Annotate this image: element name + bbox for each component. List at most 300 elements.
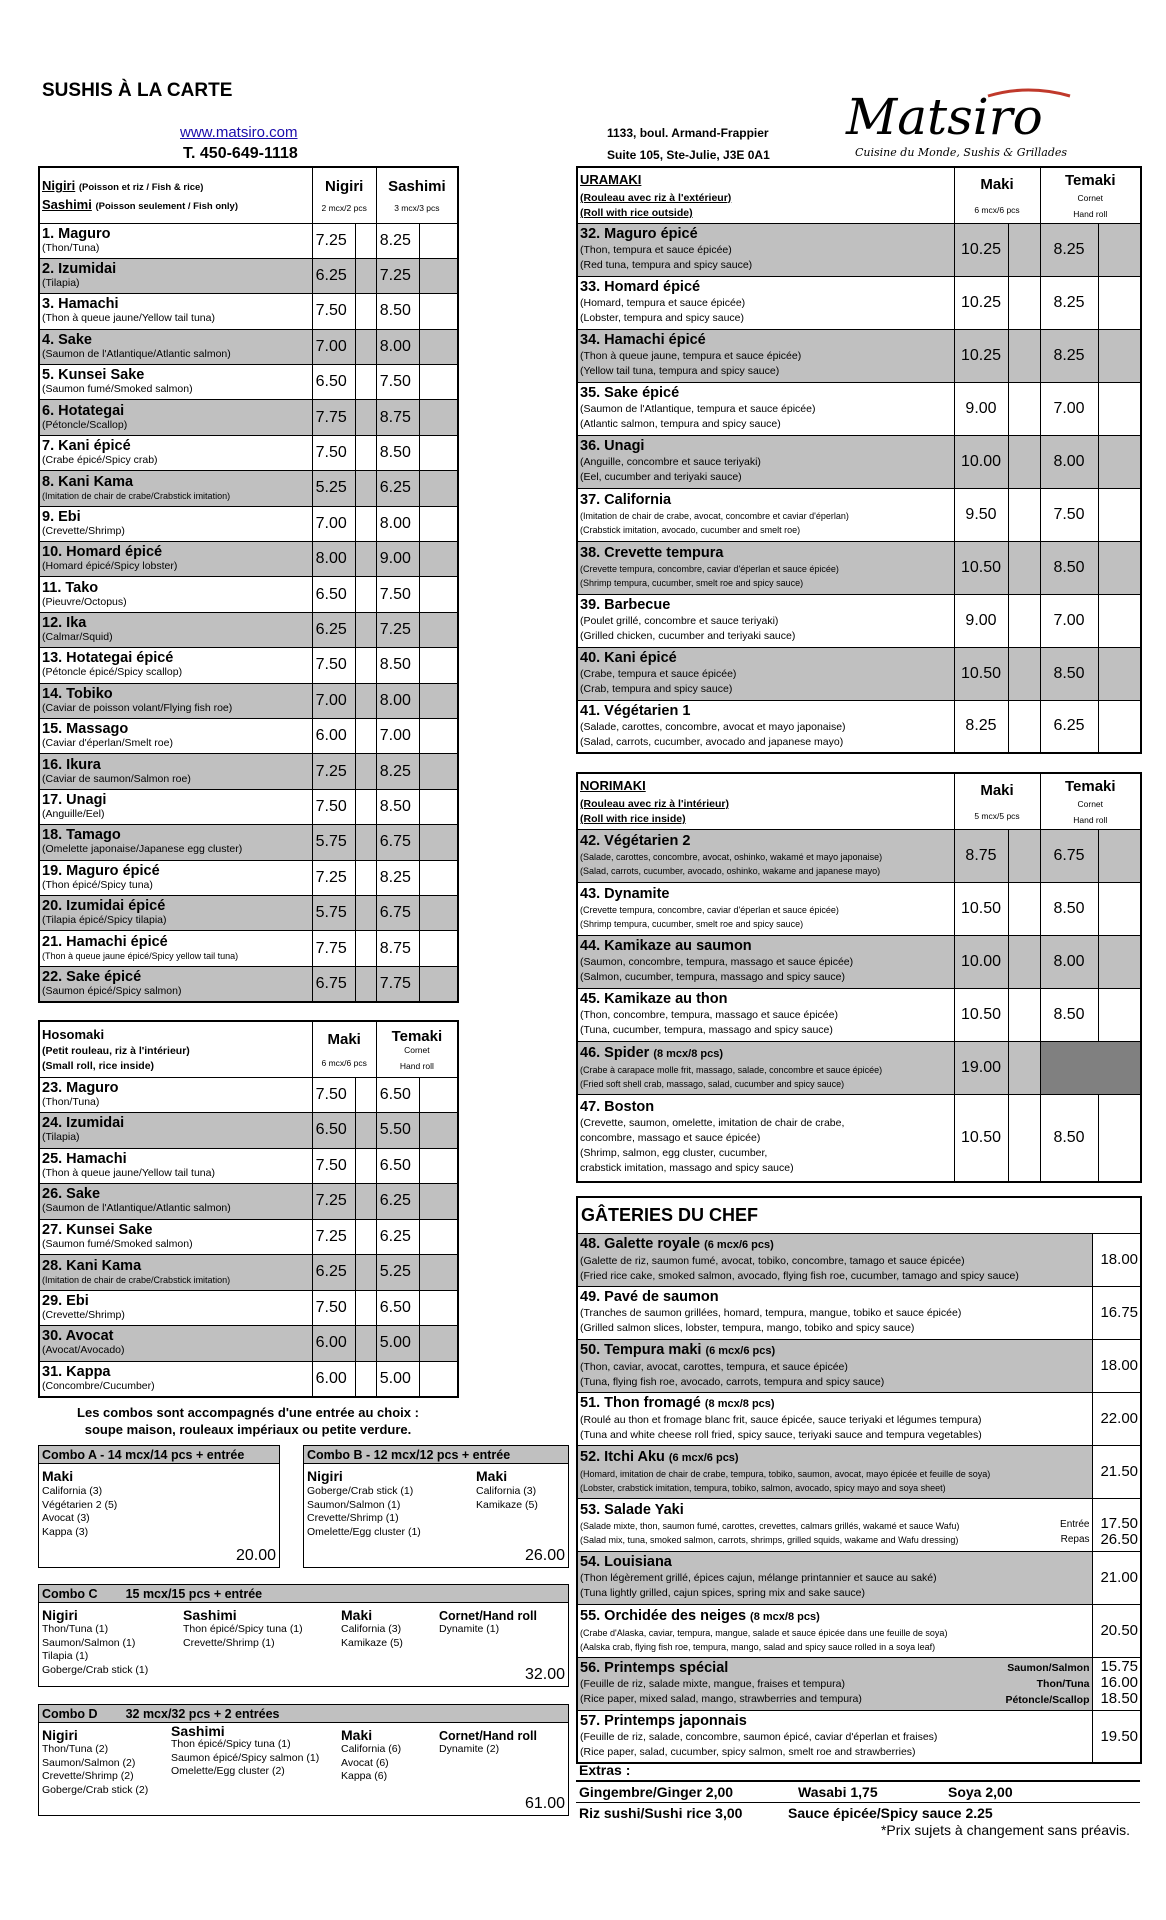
table-row bbox=[39, 577, 458, 612]
spacer-cell bbox=[1008, 1041, 1040, 1094]
price-2: 5.50 bbox=[376, 1113, 419, 1149]
item-desc: (Crevette/Shrimp) bbox=[42, 524, 125, 537]
price-2: 7.25 bbox=[376, 258, 419, 293]
item-name-line bbox=[578, 704, 954, 719]
item-desc-fr: (Thon, caviar, avocat, carottes, tempura, et sauce épicée) bbox=[580, 1360, 848, 1373]
col-sashimi-label: Sashimi bbox=[388, 177, 446, 195]
item-price-cell bbox=[1092, 1498, 1141, 1551]
table-row bbox=[39, 471, 458, 506]
special-opt-tuna: Thon/Tuna bbox=[1036, 1677, 1090, 1690]
norimaki-table bbox=[576, 772, 1142, 1183]
item-cell bbox=[577, 1041, 954, 1094]
item-price: 19.50 bbox=[1100, 1727, 1139, 1745]
item-name: 4. Sake bbox=[42, 331, 92, 348]
col-nigiri-pcs: 2 mcx/2 pcs bbox=[321, 202, 367, 213]
combo-list-item: California (6) bbox=[341, 1743, 402, 1755]
combo-a-price: 20.00 bbox=[235, 1547, 276, 1564]
price-2: 6.50 bbox=[376, 1148, 419, 1184]
item-name: 42. Végétarien 2 bbox=[580, 833, 691, 849]
item-name: 13. Hotategai épicé bbox=[42, 650, 174, 667]
item-desc-fr: (Crabe, tempura et sauce épicée) bbox=[580, 668, 737, 680]
item-price: 18.00 bbox=[1100, 1251, 1139, 1268]
hosomaki-sub1: (Petit rouleau, riz à l'intérieur) bbox=[42, 1044, 190, 1057]
price-2: 8.50 bbox=[376, 435, 419, 470]
tagline: Cuisine du Monde, Sushis & Grillades bbox=[855, 146, 1068, 159]
price-1: 5.25 bbox=[312, 471, 355, 506]
spacer-cell bbox=[1008, 488, 1040, 541]
item-desc: (Calmar/Squid) bbox=[42, 630, 113, 643]
item-desc-en: (Atlantic salmon, tempura and spicy sauce) bbox=[580, 418, 781, 430]
col-temaki-label: Temaki bbox=[1064, 171, 1116, 189]
spacer-cell bbox=[420, 1184, 458, 1220]
item-name: 41. Végétarien 1 bbox=[580, 702, 691, 719]
spacer-cell bbox=[1098, 1094, 1141, 1182]
spacer-cell bbox=[1098, 647, 1141, 700]
item-cell bbox=[39, 931, 312, 966]
item-name: 19. Maguro épicé bbox=[42, 862, 160, 879]
price-2: 6.75 bbox=[376, 825, 419, 860]
spacer-cell bbox=[420, 223, 458, 258]
price-temaki: 8.50 bbox=[1040, 541, 1098, 594]
item-desc: (Saumon de l'Atlantique/Atlantic salmon) bbox=[42, 347, 231, 360]
item-name-line bbox=[578, 546, 954, 561]
norimaki-maki-col bbox=[954, 773, 1040, 829]
uramaki-sub2: (Roll with rice outside) bbox=[580, 206, 693, 219]
price-temaki: 8.00 bbox=[1040, 935, 1098, 988]
price-2: 8.75 bbox=[376, 400, 419, 435]
spacer-cell bbox=[420, 648, 458, 683]
item-desc-en: (Eel, cucumber and teriyaki sauce) bbox=[580, 471, 742, 483]
combo-list-item: Saumon épicé/Spicy salmon (1) bbox=[171, 1751, 320, 1764]
item-cell bbox=[39, 294, 312, 329]
spacer-cell bbox=[420, 294, 458, 329]
item-desc-en: (Rice paper, mixed salad, mango, strawberries and tempura) bbox=[580, 1693, 862, 1705]
combo-d-col3-title: Maki bbox=[341, 1727, 373, 1743]
item-name-line bbox=[578, 439, 954, 454]
price-temaki: 8.25 bbox=[1040, 329, 1098, 382]
combo-c-name: Combo C bbox=[42, 1587, 98, 1601]
extras-block bbox=[576, 1762, 1140, 1822]
price-1: 6.25 bbox=[312, 612, 355, 647]
item-desc: (Saumon fumé/Smoked salmon) bbox=[42, 1237, 193, 1250]
spacer-cell bbox=[1098, 435, 1141, 488]
item-desc-fr: (Thon légèrement grillé, épices cajun, mélange printannier et sauce au saké) bbox=[580, 1572, 937, 1584]
item-desc: (Crevette/Shrimp) bbox=[42, 1308, 125, 1321]
spacer-cell bbox=[356, 506, 377, 541]
item-desc-line: (Crevette, saumon, omelette, imitation de chair de crabe, bbox=[580, 1117, 845, 1130]
item-cell bbox=[577, 647, 954, 700]
item-desc-en: (Fried soft shell crab, massago, salad, cucumber and spicy sauce) bbox=[580, 1078, 845, 1089]
price-1: 5.75 bbox=[312, 895, 355, 930]
combo-note-line-1: Les combos sont accompagnés d'une entrée au choix : bbox=[77, 1405, 419, 1420]
extras-title: Extras : bbox=[579, 1762, 631, 1778]
special-opt-salmon: Saumon/Salmon bbox=[1007, 1661, 1090, 1674]
table-row bbox=[39, 506, 458, 541]
spacer-cell bbox=[1008, 541, 1040, 594]
item-cell bbox=[39, 1361, 312, 1397]
item-name: 50. Tempura maki bbox=[580, 1341, 702, 1358]
price-1: 7.25 bbox=[312, 1219, 355, 1255]
combo-c-col1-title: Nigiri bbox=[42, 1607, 78, 1623]
item-cell bbox=[577, 1710, 1092, 1763]
table-row bbox=[39, 1148, 458, 1184]
combo-d-col3-list bbox=[341, 1743, 401, 1784]
price-temaki: 6.75 bbox=[1040, 829, 1098, 882]
combo-list-item: Kappa (6) bbox=[341, 1770, 388, 1782]
item-name: 20. Izumidai épicé bbox=[42, 898, 166, 915]
website-link[interactable]: www.matsiro.com bbox=[180, 124, 298, 141]
spacer-cell bbox=[1098, 541, 1141, 594]
price-1: 7.75 bbox=[312, 400, 355, 435]
item-cell bbox=[39, 577, 312, 612]
table-row bbox=[39, 754, 458, 789]
table-row bbox=[577, 1657, 1141, 1710]
nigiri-col-header bbox=[312, 167, 376, 223]
spacer-cell bbox=[1008, 223, 1040, 276]
item-desc-fr: (Salade mixte, thon, saumon fumé, carottes, crevettes, calmars grillés, wakamé et sauce Wafu) bbox=[580, 1521, 960, 1531]
price-1: 6.50 bbox=[312, 365, 355, 400]
spacer-cell bbox=[420, 400, 458, 435]
table-row bbox=[577, 1498, 1141, 1551]
yaki-price-repas: 26.50 bbox=[1100, 1530, 1139, 1548]
item-desc-en: (Salad mix, tuna, smoked salmon, carrots, shrimps, grilled squids, wakame and Wafu dressing) bbox=[580, 1535, 959, 1545]
col-maki-pcs: 6 mcx/6 pcs bbox=[321, 1057, 367, 1068]
price-1: 6.25 bbox=[312, 258, 355, 293]
item-desc: (Caviar de poisson volant/Flying fish roe) bbox=[42, 701, 233, 714]
spacer-cell bbox=[1098, 382, 1141, 435]
item-desc-fr: (Crabe à carapace molle frit, massago, salade, concombre et sauce épicée) bbox=[580, 1064, 883, 1075]
col-temaki-label: Temaki bbox=[1064, 777, 1116, 795]
combo-a-title: Combo A - 14 mcx/14 pcs + entrée bbox=[39, 1446, 279, 1464]
item-cell bbox=[39, 1290, 312, 1326]
item-cell bbox=[577, 1551, 1092, 1604]
combo-b-title: Combo B - 12 mcx/12 pcs + entrée bbox=[304, 1446, 568, 1464]
table-row bbox=[577, 1041, 1141, 1094]
table-row bbox=[39, 294, 458, 329]
spacer-cell bbox=[1098, 882, 1141, 935]
item-desc-en: (Shrimp tempura, cucumber, smelt roe and spicy sauce) bbox=[580, 919, 804, 929]
combo-c-col4-list bbox=[439, 1623, 499, 1637]
combo-list-item: Saumon/Salmon (1) bbox=[42, 1636, 136, 1649]
combo-note-line-2: soupe maison, rouleaux impériaux ou petite verdure. bbox=[84, 1422, 412, 1437]
item-desc-fr: (Salade, carottes, concombre, avocat et mayo japonaise) bbox=[580, 720, 846, 733]
item-desc: (Thon/Tuna) bbox=[42, 1095, 100, 1108]
sashimi-desc: (Poisson seulement / Fish only) bbox=[95, 201, 239, 213]
extras-divider-2 bbox=[576, 1802, 1140, 1803]
spacer-cell bbox=[1098, 935, 1141, 988]
table-row bbox=[39, 258, 458, 293]
item-name: 14. Tobiko bbox=[42, 685, 113, 702]
item-name-line bbox=[578, 333, 954, 348]
table-row bbox=[577, 882, 1141, 935]
item-desc-fr: (Crevette tempura, concombre, caviar d'éperlan et sauce épicée) bbox=[580, 564, 839, 574]
price-temaki: 8.50 bbox=[1040, 988, 1098, 1041]
item-cell bbox=[577, 594, 954, 647]
price-2: 5.25 bbox=[376, 1255, 419, 1291]
item-desc: (Saumon de l'Atlantique/Atlantic salmon) bbox=[42, 1202, 231, 1215]
item-pieces: (8 mcx/8 pcs) bbox=[750, 1610, 820, 1623]
item-desc-fr: (Saumon de l'Atlantique, tempura et sauce épicée) bbox=[580, 403, 816, 415]
spacer-cell bbox=[420, 471, 458, 506]
yaki-label-entree: Entrée bbox=[1060, 1518, 1090, 1530]
item-name: 22. Sake épicé bbox=[42, 968, 142, 985]
uramaki-maki-col bbox=[954, 167, 1040, 223]
spacer-cell bbox=[420, 258, 458, 293]
combo-list-item: Végétarien 2 (5) bbox=[42, 1498, 118, 1511]
price-2: 6.25 bbox=[376, 1219, 419, 1255]
combo-list-item: Omelette/Egg cluster (2) bbox=[171, 1765, 285, 1777]
combo-c-col2-title: Sashimi bbox=[183, 1607, 237, 1623]
item-cell bbox=[39, 1077, 312, 1113]
item-cell bbox=[577, 1445, 1092, 1498]
item-desc: (Tilapia épicé/Spicy tilapia) bbox=[42, 914, 167, 927]
table-row bbox=[39, 860, 458, 895]
spacer-cell bbox=[356, 1290, 377, 1326]
item-cell bbox=[577, 1233, 1092, 1286]
item-desc-fr: (Homard, imitation de chair de crabe, tempura, tobiko, saumon, avocat, mayo épicée et feuille de soya) bbox=[580, 1468, 991, 1479]
item-cell bbox=[39, 648, 312, 683]
extra-wasabi: Wasabi 1,75 bbox=[798, 1784, 878, 1800]
spacer-cell bbox=[356, 825, 377, 860]
item-name: 8. Kani Kama bbox=[42, 473, 134, 490]
item-pieces: (8 mcx/8 pcs) bbox=[653, 1047, 724, 1060]
spacer-cell bbox=[1098, 329, 1141, 382]
item-cell bbox=[39, 1184, 312, 1220]
item-cell bbox=[577, 329, 954, 382]
spacer-cell bbox=[420, 683, 458, 718]
spacer-cell bbox=[356, 1326, 377, 1362]
table-row bbox=[39, 365, 458, 400]
price-temaki: 8.50 bbox=[1040, 1094, 1098, 1182]
col-temaki-pcs: Hand roll bbox=[1073, 208, 1108, 219]
combo-list-item: Crevette/Shrimp (1) bbox=[307, 1512, 399, 1524]
item-pieces: (6 mcx/6 pcs) bbox=[668, 1451, 739, 1464]
spacer-cell bbox=[1008, 276, 1040, 329]
item-desc-line: crabstick imitation, massago and spicy sauce) bbox=[580, 1162, 794, 1175]
spacer-cell bbox=[1008, 329, 1040, 382]
combo-b-col1-list bbox=[307, 1485, 421, 1539]
gateries-title: GÂTERIES DU CHEF bbox=[581, 1204, 759, 1225]
item-name: 1. Maguro bbox=[42, 225, 111, 242]
hosomaki-table bbox=[38, 1020, 459, 1398]
item-price: 21.00 bbox=[1100, 1569, 1139, 1586]
item-cell bbox=[39, 542, 312, 577]
table-row bbox=[577, 329, 1141, 382]
item-desc-fr: (Thon, tempura et sauce épicée) bbox=[580, 244, 732, 256]
item-desc-fr: (Crevette tempura, concombre, caviar d'éperlan et sauce épicée) bbox=[580, 905, 839, 915]
combo-note bbox=[38, 1404, 458, 1438]
combo-a bbox=[38, 1445, 280, 1568]
item-desc-fr: (Salade, carottes, concombre, avocat, oshinko, wakamé et mayo japonaise) bbox=[580, 852, 883, 862]
nigiri-desc: (Poisson et riz / Fish & rice) bbox=[78, 182, 204, 194]
item-name: 30. Avocat bbox=[42, 1328, 114, 1345]
item-cell bbox=[39, 1326, 312, 1362]
price-2: 6.75 bbox=[376, 895, 419, 930]
table-row bbox=[577, 1233, 1141, 1286]
spacer-cell bbox=[356, 435, 377, 470]
item-desc-en: (Tuna, flying fish roe, avocado, carrots, tempura and spicy sauce) bbox=[580, 1375, 885, 1388]
spacer-cell bbox=[1008, 382, 1040, 435]
price-maki: 19.00 bbox=[954, 1041, 1008, 1094]
table-row bbox=[577, 1286, 1141, 1339]
special-price-scallop: 18.50 bbox=[1100, 1689, 1139, 1707]
table-row bbox=[39, 718, 458, 753]
yaki-labels bbox=[1060, 1517, 1089, 1547]
spacer-cell bbox=[1098, 594, 1141, 647]
sashimi-col-header bbox=[376, 167, 458, 223]
price-maki: 9.00 bbox=[954, 382, 1008, 435]
table-row bbox=[577, 829, 1141, 882]
spacer-cell bbox=[420, 860, 458, 895]
col-temaki-pcs: Hand roll bbox=[1073, 814, 1108, 825]
spacer-cell bbox=[1008, 935, 1040, 988]
price-temaki: 8.50 bbox=[1040, 882, 1098, 935]
item-desc: (Saumon fumé/Smoked salmon) bbox=[42, 383, 193, 396]
item-price-cell bbox=[1092, 1551, 1141, 1604]
item-name: 26. Sake bbox=[42, 1186, 101, 1203]
price-maki: 10.50 bbox=[954, 988, 1008, 1041]
table-row bbox=[577, 488, 1141, 541]
spacer-cell bbox=[356, 648, 377, 683]
combo-b-price: 26.00 bbox=[524, 1547, 565, 1564]
hosomaki-maki-col bbox=[312, 1021, 376, 1077]
item-desc-line: (Shrimp, salmon, egg cluster, cucumber, bbox=[580, 1147, 768, 1160]
price-1: 7.50 bbox=[312, 1148, 355, 1184]
price-1: 6.75 bbox=[312, 966, 355, 1001]
spacer-cell bbox=[356, 400, 377, 435]
price-2: 5.00 bbox=[376, 1361, 419, 1397]
item-name: 34. Hamachi épicé bbox=[580, 332, 706, 348]
table-row bbox=[39, 1255, 458, 1291]
price-2: 6.25 bbox=[376, 471, 419, 506]
price-disclaimer: *Prix sujets à changement sans préavis. bbox=[880, 1822, 1130, 1838]
combo-list-item: Kamikaze (5) bbox=[341, 1636, 403, 1649]
spacer-cell bbox=[356, 258, 377, 293]
address-line-1: 1133, boul. Armand-Frappier bbox=[607, 126, 769, 140]
combo-d-col1-title: Nigiri bbox=[42, 1727, 78, 1743]
spacer-cell bbox=[356, 1361, 377, 1397]
price-2: 8.25 bbox=[376, 223, 419, 258]
item-name-line bbox=[578, 887, 954, 902]
uramaki-table bbox=[576, 166, 1142, 754]
item-cell bbox=[39, 1255, 312, 1291]
table-row bbox=[39, 1326, 458, 1362]
item-price: 16.75 bbox=[1100, 1304, 1139, 1321]
col-nigiri-label: Nigiri bbox=[325, 177, 364, 195]
spacer-cell bbox=[420, 1148, 458, 1184]
item-cell bbox=[39, 754, 312, 789]
spacer-cell bbox=[356, 966, 377, 1001]
item-cell bbox=[39, 1148, 312, 1184]
item-name: 33. Homard épicé bbox=[580, 279, 701, 295]
item-cell bbox=[577, 488, 954, 541]
table-row bbox=[577, 541, 1141, 594]
item-cell bbox=[577, 541, 954, 594]
price-temaki: 8.00 bbox=[1040, 435, 1098, 488]
combo-b-col2-list bbox=[476, 1485, 538, 1512]
price-temaki: 8.50 bbox=[1040, 647, 1098, 700]
spacer-cell bbox=[420, 542, 458, 577]
price-1: 7.25 bbox=[312, 1184, 355, 1220]
item-desc-fr: (Thon, concombre, tempura, massago et sauce épicée) bbox=[580, 1009, 838, 1021]
norimaki-temaki-col bbox=[1040, 773, 1141, 829]
spacer-cell bbox=[420, 1361, 458, 1397]
page-title: SUSHIS À LA CARTE bbox=[42, 80, 233, 101]
table-row bbox=[39, 683, 458, 718]
spacer-cell bbox=[420, 577, 458, 612]
price-1: 6.00 bbox=[312, 718, 355, 753]
item-cell bbox=[577, 1657, 1092, 1710]
item-name: 29. Ebi bbox=[42, 1292, 89, 1309]
price-temaki: 7.00 bbox=[1040, 382, 1098, 435]
price-1: 7.50 bbox=[312, 789, 355, 824]
uramaki-header bbox=[577, 167, 954, 223]
item-desc-en: (Red tuna, tempura and spicy sauce) bbox=[580, 259, 753, 271]
item-cell bbox=[39, 365, 312, 400]
price-2: 8.75 bbox=[376, 931, 419, 966]
combo-list-item: Dynamite (2) bbox=[439, 1743, 500, 1755]
spacer-cell bbox=[356, 577, 377, 612]
item-name: 9. Ebi bbox=[42, 508, 81, 525]
item-price-cell bbox=[1092, 1339, 1141, 1392]
combo-d-detail: 32 mcx/32 pcs + 2 entrées bbox=[125, 1707, 280, 1721]
item-name: 11. Tako bbox=[42, 579, 99, 596]
item-desc-en: (Salad, carrots, cucumber, avocado, oshinko, wakame and japanese mayo) bbox=[580, 866, 881, 876]
spacer-cell bbox=[420, 718, 458, 753]
table-row bbox=[577, 1339, 1141, 1392]
item-desc-en: (Grilled salmon slices, lobster, tempura, mango, tobiko and spicy sauce) bbox=[580, 1322, 915, 1334]
uramaki-sub1: (Rouleau avec riz à l'extérieur) bbox=[580, 191, 732, 204]
item-desc: (Homard épicé/Spicy lobster) bbox=[42, 560, 178, 573]
table-row bbox=[39, 435, 458, 470]
special-options bbox=[1005, 1660, 1089, 1708]
spacer-cell bbox=[420, 789, 458, 824]
combo-list-item: Goberge/Crab stick (2) bbox=[42, 1783, 149, 1796]
item-name: 51. Thon fromagé bbox=[580, 1394, 701, 1411]
combo-list-item: Saumon/Salmon (1) bbox=[307, 1498, 401, 1511]
price-maki: 9.00 bbox=[954, 594, 1008, 647]
item-name-line bbox=[578, 834, 954, 849]
price-maki: 10.00 bbox=[954, 435, 1008, 488]
table-row bbox=[39, 931, 458, 966]
item-desc: (Imitation de chair de crabe/Crabstick imitation) bbox=[42, 490, 231, 501]
item-name: 32. Maguro épicé bbox=[580, 226, 698, 242]
uramaki-temaki-col bbox=[1040, 167, 1141, 223]
yaki-price-entree: 17.50 bbox=[1100, 1514, 1139, 1532]
item-name: 3. Hamachi bbox=[42, 296, 119, 313]
col-maki-pcs: 6 mcx/6 pcs bbox=[974, 204, 1020, 215]
item-cell bbox=[39, 612, 312, 647]
combo-list-item: Goberge/Crab stick (1) bbox=[42, 1663, 149, 1676]
table-row bbox=[39, 895, 458, 930]
spacer-cell bbox=[420, 435, 458, 470]
col-temaki-sub: Cornet bbox=[404, 1044, 430, 1055]
item-name-line bbox=[578, 651, 954, 666]
price-temaki: 6.25 bbox=[1040, 700, 1098, 753]
price-temaki: 7.00 bbox=[1040, 594, 1098, 647]
item-desc-en: (Yellow tail tuna, tempura and spicy sauce) bbox=[580, 365, 780, 377]
price-maki: 10.00 bbox=[954, 935, 1008, 988]
combo-list-item: Avocat (3) bbox=[42, 1512, 90, 1524]
spacer-cell bbox=[420, 1219, 458, 1255]
combo-b-col2-title: Maki bbox=[476, 1468, 508, 1484]
price-1: 6.50 bbox=[312, 577, 355, 612]
item-desc-en: (Aalska crab, flying fish roe, tempura, mango, salad and spicy sauce rolled in a soya leaf) bbox=[580, 1641, 936, 1652]
combo-d bbox=[38, 1704, 569, 1816]
hosomaki-title: Hosomaki bbox=[42, 1026, 105, 1042]
spacer-cell bbox=[1008, 435, 1040, 488]
combo-d-col2-title: Sashimi bbox=[171, 1723, 225, 1739]
